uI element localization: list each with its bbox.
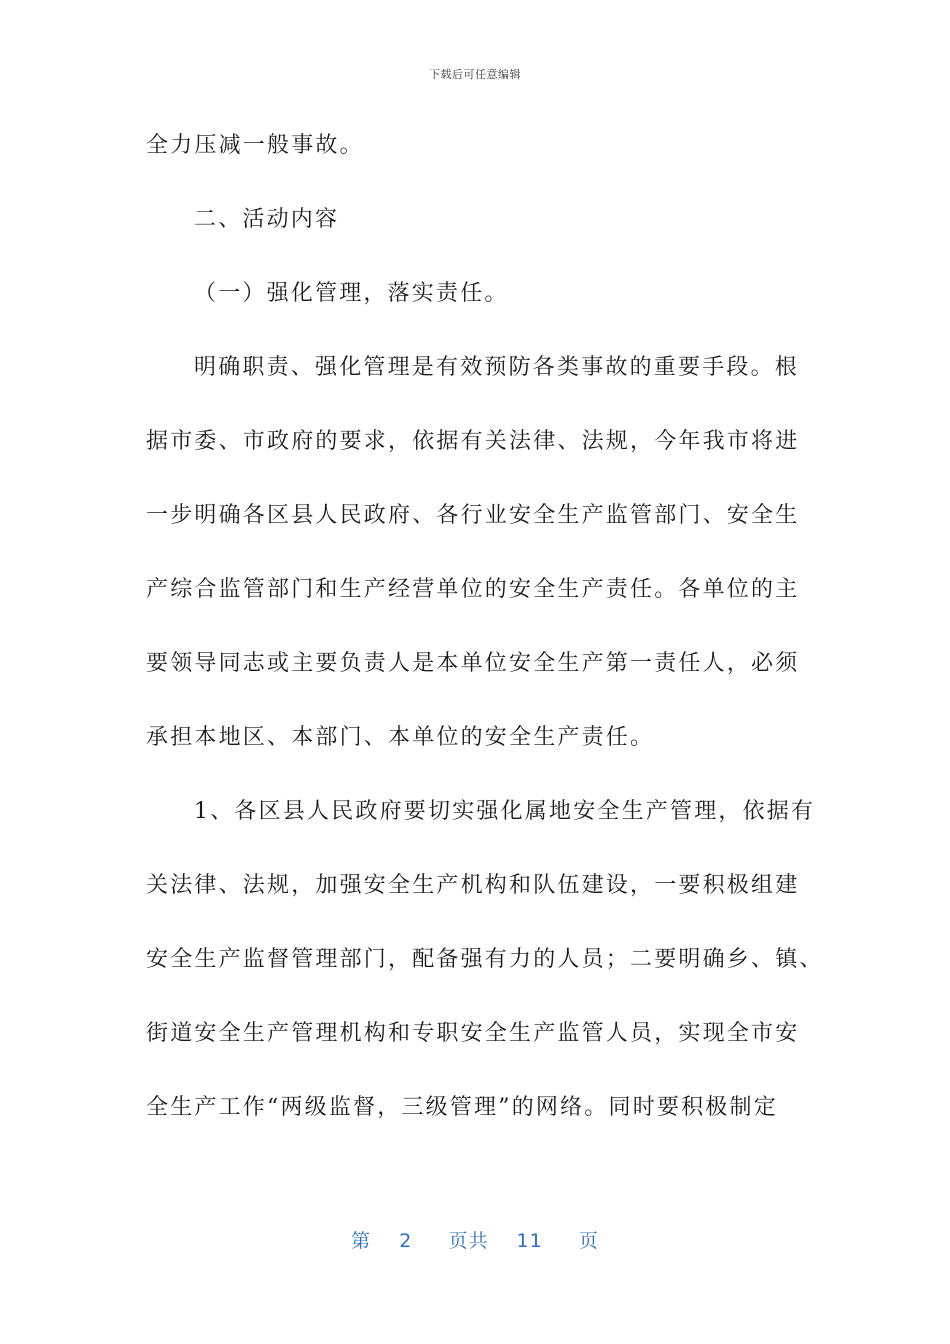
footer-suffix: 页 <box>578 1230 599 1252</box>
page-footer <box>0 1226 950 1253</box>
footer-prefix: 第 <box>351 1230 372 1252</box>
total-pages-number: 11 <box>516 1230 543 1252</box>
page-header: 下载后可任意编辑 <box>429 68 521 81</box>
paragraph-start-line: 1、各区县人民政府要切实强化属地安全生产管理，依据有 <box>194 799 816 824</box>
current-page-number: 2 <box>399 1230 413 1252</box>
paragraph-start-line: 明确职责、强化管理是有效预防各类事故的重要手段。根 <box>194 355 800 380</box>
body-line: 街道安全生产管理机构和专职安全生产监管人员，实现全市安 <box>146 1021 800 1046</box>
body-line: 要领导同志或主要负责人是本单位安全生产第一责任人，必须 <box>146 651 800 676</box>
body-line: 承担本地区、本部门、本单位的安全生产责任。 <box>146 725 655 750</box>
body-line: 一步明确各区县人民政府、各行业安全生产监管部门、安全生 <box>146 503 800 528</box>
body-line: 产综合监管部门和生产经营单位的安全生产责任。各单位的主 <box>146 577 800 602</box>
body-line: 据市委、市政府的要求，依据有关法律、法规，今年我市将进 <box>146 429 800 454</box>
subsection-heading: （一）强化管理，落实责任。 <box>194 281 509 306</box>
section-heading: 二、活动内容 <box>194 207 340 232</box>
body-line: 关法律、法规，加强安全生产机构和队伍建设，一要积极组建 <box>146 873 800 898</box>
body-line: 安全生产监督管理部门，配备强有力的人员；二要明确乡、镇、 <box>146 947 824 972</box>
footer-middle: 页共 <box>448 1230 489 1252</box>
body-line: 全生产工作“两级监督，三级管理”的网络。同时要积极制定 <box>146 1095 778 1120</box>
body-line: 全力压减一般事故。 <box>146 133 364 158</box>
document-body <box>146 128 824 1164</box>
